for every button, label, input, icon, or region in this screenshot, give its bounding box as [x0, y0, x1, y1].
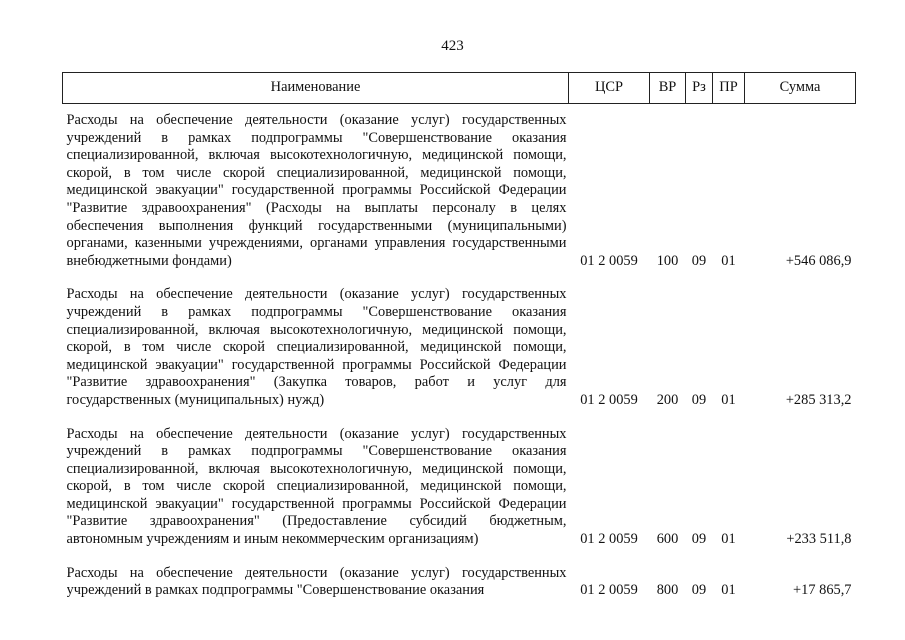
header-row — [63, 73, 856, 104]
row-csr: 01 2 0059 — [580, 581, 638, 598]
row-name — [63, 565, 569, 600]
header-csr: ЦСР — [569, 73, 650, 104]
header-pr: ПР — [713, 73, 745, 104]
row-vr: 100 — [656, 252, 679, 269]
header-sum: Сумма — [745, 73, 856, 104]
row-sum: +233 511,8 — [786, 531, 852, 548]
row-vr: 200 — [656, 391, 679, 408]
page-number: 423 — [441, 38, 464, 54]
row-rz: 09 — [691, 531, 707, 548]
row-rz: 09 — [691, 391, 707, 408]
table-header — [63, 73, 856, 104]
row-csr: 01 2 0059 — [580, 391, 638, 408]
row-vr: 800 — [656, 581, 679, 598]
table-row — [63, 112, 856, 270]
header-name: Наименование — [63, 73, 569, 104]
row-pr: 01 — [721, 581, 736, 598]
row-rz: 09 — [691, 581, 707, 598]
row-sum: +17 865,7 — [793, 581, 852, 598]
row-name: Расходы на обеспечение деятельности (оказание услуг) государственных учреждений в рамках подпрограммы "Совершенствование оказания специализированной, включая высокотехнологичную, медицинской помощи, скорой, в том числе скорой специализированной, медицинской помощи, медицинской эвакуации" государственной программы Российской Федерации "Развитие здравоохранения" (Расходы на выплаты персоналу в целях обеспечения выполнения функций государственными (муниципальными) органами, казенными учреждениями, органами управления государственными внебюджетными фондами) — [66, 112, 567, 269]
table-row — [63, 286, 856, 409]
row-name: Расходы на обеспечение деятельности (оказание услуг) государственных учреждений в рамках подпрограммы "Совершенствование оказания специализированной, включая высокотехнологичную, медицинской помощи, скорой, в том числе скорой специализированной, медицинской помощи, медицинской эвакуации" государственной программы Российской Федерации "Развитие здравоохранения" (Закупка товаров, работ и услуг для государственных (муниципальных) нужд) — [66, 286, 567, 408]
row-sum: +285 313,2 — [785, 391, 852, 408]
table-row — [63, 565, 856, 600]
table-body — [63, 104, 856, 600]
row-sum: +546 086,9 — [785, 252, 852, 269]
row-csr: 01 2 0059 — [580, 531, 638, 548]
table-row — [63, 426, 856, 549]
row-name: Расходы на обеспечение деятельности (оказание услуг) государственных учреждений в рамках подпрограммы "Совершенствование оказания специализированной, включая высокотехнологичную, медицинской помощи, скорой, в том числе скорой специализированной, медицинской помощи, медицинской эвакуации" государственной программы Российской Федерации "Развитие здравоохранения" (Предоставление субсидий бюджетным, автономным учреждениям и иным некоммерческим организациям) — [66, 425, 567, 548]
row-vr: 600 — [656, 531, 679, 548]
row-rz: 09 — [691, 252, 707, 269]
header-vr: ВР — [650, 73, 686, 104]
row-name-text: Расходы на обеспечение деятельности (оказание услуг) государственных учреждений в рамках подпрограммы "Совершенствование оказания — [66, 564, 567, 599]
row-pr: 01 — [721, 252, 736, 269]
budget-table — [62, 72, 856, 600]
row-csr: 01 2 0059 — [580, 252, 638, 269]
header-rz: Рз — [686, 73, 713, 104]
row-pr: 01 — [721, 531, 736, 548]
row-pr: 01 — [721, 391, 736, 408]
